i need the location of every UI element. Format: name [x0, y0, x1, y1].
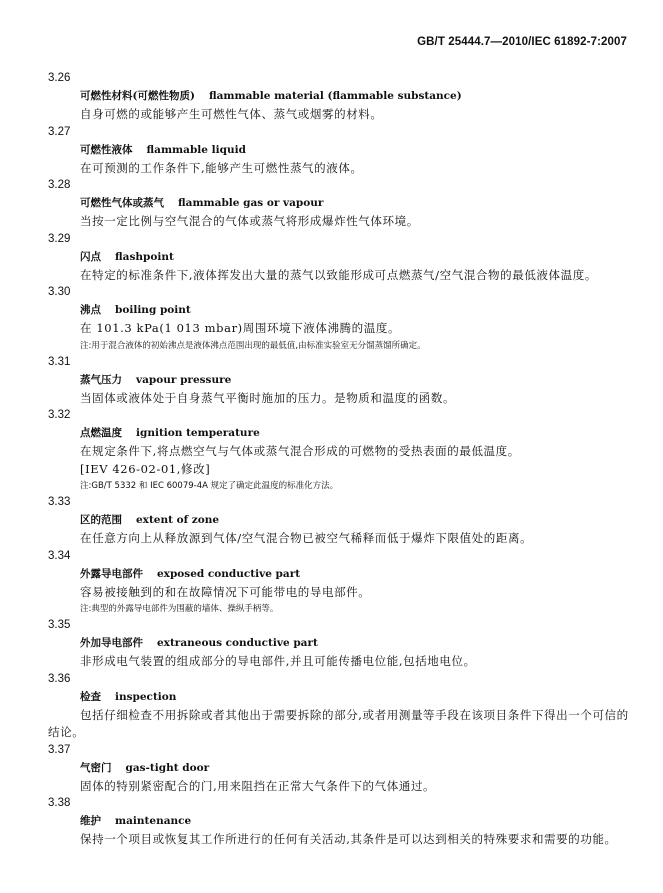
clause-number: 3.28 — [48, 179, 71, 191]
clause-number: 3.27 — [48, 125, 71, 138]
term-entry — [48, 70, 630, 124]
term-heading — [80, 301, 630, 320]
term-chinese: 气密门 — [80, 761, 112, 774]
term-note: 注:用于混合液体的初始沸点是液体沸点范围出现的最低值,由标准实验室无分馏蒸馏所确定。 — [80, 340, 426, 351]
clause-number: 3.31 — [48, 355, 71, 368]
term-definition: 固体的特别紧密配合的门,用来阻挡在正常大气条件下的气体通过。 — [80, 778, 436, 793]
clause-number: 3.30 — [48, 286, 71, 298]
term-heading — [80, 87, 630, 106]
term-chinese: 点燃温度 — [80, 427, 122, 439]
term-entry — [48, 354, 630, 408]
standard-header: GB/T 25444.7—2010/IEC 61892-7:2007 — [417, 36, 627, 48]
source-reference: [IEV 426-02-01,修改] — [80, 461, 211, 476]
term-definition: 自身可燃的或能够产生可燃性气体、蒸气或烟雾的材料。 — [80, 107, 383, 121]
term-heading — [80, 565, 630, 584]
term-chinese: 可燃性材料(可燃性物质) — [80, 90, 195, 102]
term-definition: 在可预测的工作条件下,能够产生可燃性蒸气的液体。 — [80, 160, 363, 175]
term-entry — [48, 124, 630, 178]
term-heading — [80, 141, 630, 160]
clause-number: 3.29 — [48, 232, 71, 245]
term-entry — [48, 494, 630, 548]
term-heading — [80, 194, 630, 213]
term-english: maintenance — [115, 815, 192, 827]
clause-number: 3.38 — [48, 797, 71, 809]
term-chinese: 区的范围 — [80, 514, 122, 526]
term-definition: 在规定条件下,将点燃空气与气体或蒸气混合形成的可燃物的受热表面的最低温度。 — [80, 444, 520, 458]
term-heading — [80, 759, 630, 778]
term-chinese: 沸点 — [80, 304, 101, 316]
term-list — [48, 70, 630, 849]
term-heading — [80, 634, 630, 653]
term-entry — [48, 617, 630, 671]
term-chinese: 蒸气压力 — [80, 373, 122, 386]
term-entry — [48, 671, 630, 742]
term-english: inspection — [115, 690, 177, 703]
term-chinese: 维护 — [80, 815, 101, 827]
clause-number: 3.34 — [48, 549, 71, 562]
term-entry — [48, 231, 630, 285]
term-english: extraneous conductive part — [157, 637, 318, 649]
term-definition: 在特定的标准条件下,液体挥发出大量的蒸气以致能形成可点燃蒸气/空气混合物的最低液体温度。 — [80, 267, 597, 282]
term-english: vapour pressure — [136, 373, 232, 386]
term-definition: 当按一定比例与空气混合的气体或蒸气将形成爆炸性气体环境。 — [80, 214, 419, 228]
term-definition: 包括仔细检查不用拆除或者其他出于需要拆除的部分,或者用测量等手段在该项目条件下得出一个可信的结论。 — [48, 707, 629, 739]
term-english: flammable liquid — [146, 143, 246, 156]
term-definition: 当固体或液体处于自身蒸气平衡时施加的压力。是物质和温度的函数。 — [80, 390, 456, 405]
term-english: flashpoint — [115, 250, 174, 263]
term-note: 注:GB/T 5332 和 IEC 60079-4A 规定了确定此温度的标准化方法。 — [80, 481, 339, 491]
term-chinese: 外露导电部件 — [80, 567, 143, 580]
term-heading — [80, 248, 630, 267]
term-entry — [48, 407, 630, 494]
term-heading — [80, 511, 630, 530]
term-heading — [80, 812, 630, 831]
term-english: ignition temperature — [136, 427, 260, 439]
term-definition: 保持一个项目或恢复其工作所进行的任何有关活动,其条件是可以达到相关的特殊要求和需要的功能。 — [80, 832, 617, 846]
term-entry — [48, 795, 630, 849]
clause-number: 3.32 — [48, 409, 71, 421]
term-chinese: 可燃性气体或蒸气 — [80, 197, 164, 209]
term-entry — [48, 548, 630, 618]
clause-number: 3.37 — [48, 743, 71, 756]
term-heading — [80, 424, 630, 443]
term-definition: 容易被接触到的和在故障情况下可能带电的导电部件。 — [80, 584, 371, 599]
clause-number: 3.33 — [48, 496, 71, 508]
clause-number: 3.26 — [48, 72, 71, 84]
term-definition: 在任意方向上从释放源到气体/空气混合物已被空气稀释而低于爆炸下限值处的距离。 — [80, 531, 533, 545]
term-english: gas-tight door — [125, 761, 210, 774]
term-chinese: 闪点 — [80, 250, 101, 263]
term-chinese: 检查 — [80, 690, 101, 703]
term-english: flammable gas or vapour — [178, 197, 324, 209]
term-english: flammable material (flammable substance) — [208, 90, 462, 102]
clause-number: 3.36 — [48, 672, 71, 685]
term-definition: 在 101.3 kPa(1 013 mbar)周围环境下液体沸腾的温度。 — [80, 321, 401, 335]
term-heading — [80, 688, 630, 707]
term-heading — [80, 371, 630, 390]
clause-number: 3.35 — [48, 619, 71, 631]
term-chinese: 可燃性液体 — [80, 143, 133, 156]
term-entry — [48, 742, 630, 796]
term-definition: 非形成电气装置的组成部分的导电部件,并且可能传播电位能,包括地电位。 — [80, 654, 476, 668]
term-entry — [48, 177, 630, 231]
term-english: boiling point — [115, 304, 191, 316]
term-english: exposed conductive part — [157, 567, 301, 580]
term-english: extent of zone — [136, 514, 220, 526]
term-note: 注:典型的外露导电部件为围蔽的墙体、操纵手柄等。 — [80, 604, 279, 614]
term-chinese: 外加导电部件 — [80, 637, 143, 649]
term-entry — [48, 284, 630, 354]
